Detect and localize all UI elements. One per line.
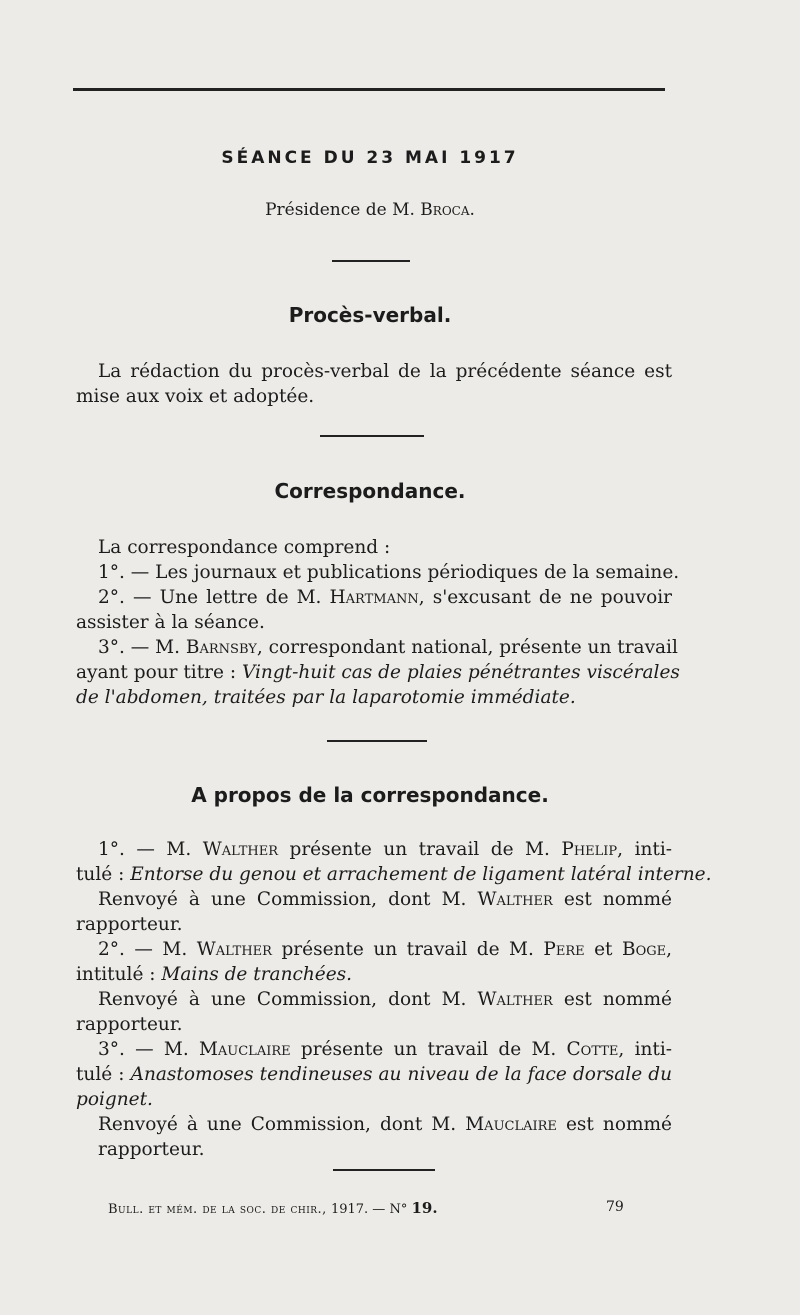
text-line [76,685,672,710]
text-fragment: tulé : [76,864,125,885]
person-name: Mauclaire [198,1039,291,1060]
issue-number: 19. [411,1199,438,1217]
text-line: La rédaction du procès-verbal de la précédente séance est [98,361,672,382]
text-fragment: tulé : [76,1064,125,1085]
journal-year: 1917. [330,1202,369,1217]
text-line [76,1062,672,1087]
text-fragment: présente un travail de M. [281,939,534,960]
text-line: La correspondance comprend : [98,537,391,558]
work-title: de l'abdomen, traitées [76,687,286,708]
text-fragment: correspondant national, présente un travail [268,637,678,658]
text-line: rapporteur. [98,1139,205,1160]
work-title: Entorse du genou et arrachement de ligament latéral interne. [130,864,712,885]
text-fragment: s'excusant de ne pouvoir [432,587,672,608]
seance-title: SÉANCE DU 23 MAI 1917 [221,148,519,168]
number-label: N° [389,1202,408,1217]
text-fragment: 2°. — M. [98,939,188,960]
text-line [76,887,672,912]
text-line [76,1037,672,1062]
text-line [76,862,712,887]
text-fragment: inti- [634,1039,672,1060]
text-fragment: présente un travail de M. [300,1039,557,1060]
text-line [76,837,672,862]
text-fragment: est nommé [563,889,672,910]
person-name: Pere [543,939,585,960]
text-fragment: 2°. — Une lettre de M. [98,587,322,608]
section-rule [333,1169,435,1171]
person-name: Mauclaire [465,1114,557,1135]
text-fragment: inti- [634,839,672,860]
top-rule [73,88,665,91]
text-fragment: 3°. — M. [98,1039,189,1060]
person-name: Walther [196,939,272,960]
person-name: Hartmann, [329,587,425,608]
work-title: Vingt-huit cas de plaies pénétrantes viscérales [241,662,680,683]
work-title: la laparotomie immédiate. [329,687,576,708]
section-rule [332,260,410,262]
person-name: Phelip, [561,839,624,860]
text-fragment: 3°. — M. [98,637,180,658]
heading-correspondance: Correspondance. [274,479,466,503]
proces-verbal-paragraph [76,359,672,409]
presidence-prefix: Présidence de M. [265,200,415,220]
page-number: 79 [606,1199,624,1215]
text-line: rapporteur. [76,914,183,935]
text-line: assister à la séance. [76,612,265,633]
text-line: poignet. [76,1089,153,1110]
text-fragment: présente un travail de M. [289,839,550,860]
text-line: rapporteur. [76,1014,183,1035]
journal-footer [108,1199,438,1217]
text-fragment: Renvoyé à une Commission, dont M. [98,889,467,910]
text-fragment: est nommé [565,1114,672,1135]
presidence-name: Broca. [420,200,475,220]
text-line [76,962,672,987]
text-line: 1°. — Les journaux et publications périodiques de la semaine. [98,562,680,583]
text-line [76,937,672,962]
text-line [76,660,680,685]
work-title: Mains de tranchées. [161,964,353,985]
journal-name: Bull. et mém. de la soc. de chir., [108,1202,327,1217]
work-title: Anastomoses tendineuses au niveau de la face dorsale du [130,1064,672,1085]
a-propos-paragraph [76,837,712,1162]
text-fragment: 1°. — M. [98,839,192,860]
text-fragment: Renvoyé à une Commission, dont M. [98,989,467,1010]
text-line [76,635,678,660]
work-title: par [291,687,324,708]
footer-dash: — [372,1202,386,1217]
person-name: Boge, [621,939,672,960]
text-line [76,585,672,610]
text-line [76,1112,672,1137]
text-fragment: est nommé [563,989,672,1010]
person-name: Barnsby, [185,637,263,658]
person-name: Walther [477,989,553,1010]
correspondance-paragraph [76,535,680,710]
text-line [76,987,672,1012]
person-name: Walther [477,889,553,910]
text-fragment: Renvoyé à une Commission, dont M. [98,1114,457,1135]
person-name: Cotte, [566,1039,625,1060]
text-fragment: ayant pour titre : [76,662,237,683]
text-fragment: et [594,939,613,960]
heading-proces-verbal: Procès-verbal. [288,303,452,327]
section-rule [327,740,427,742]
text-fragment: intitulé : [76,964,156,985]
text-line: mise aux voix et adoptée. [76,386,315,407]
presidence-line [0,200,740,220]
person-name: Walther [202,839,278,860]
section-rule [320,435,424,437]
heading-a-propos: A propos de la correspondance. [191,783,549,807]
